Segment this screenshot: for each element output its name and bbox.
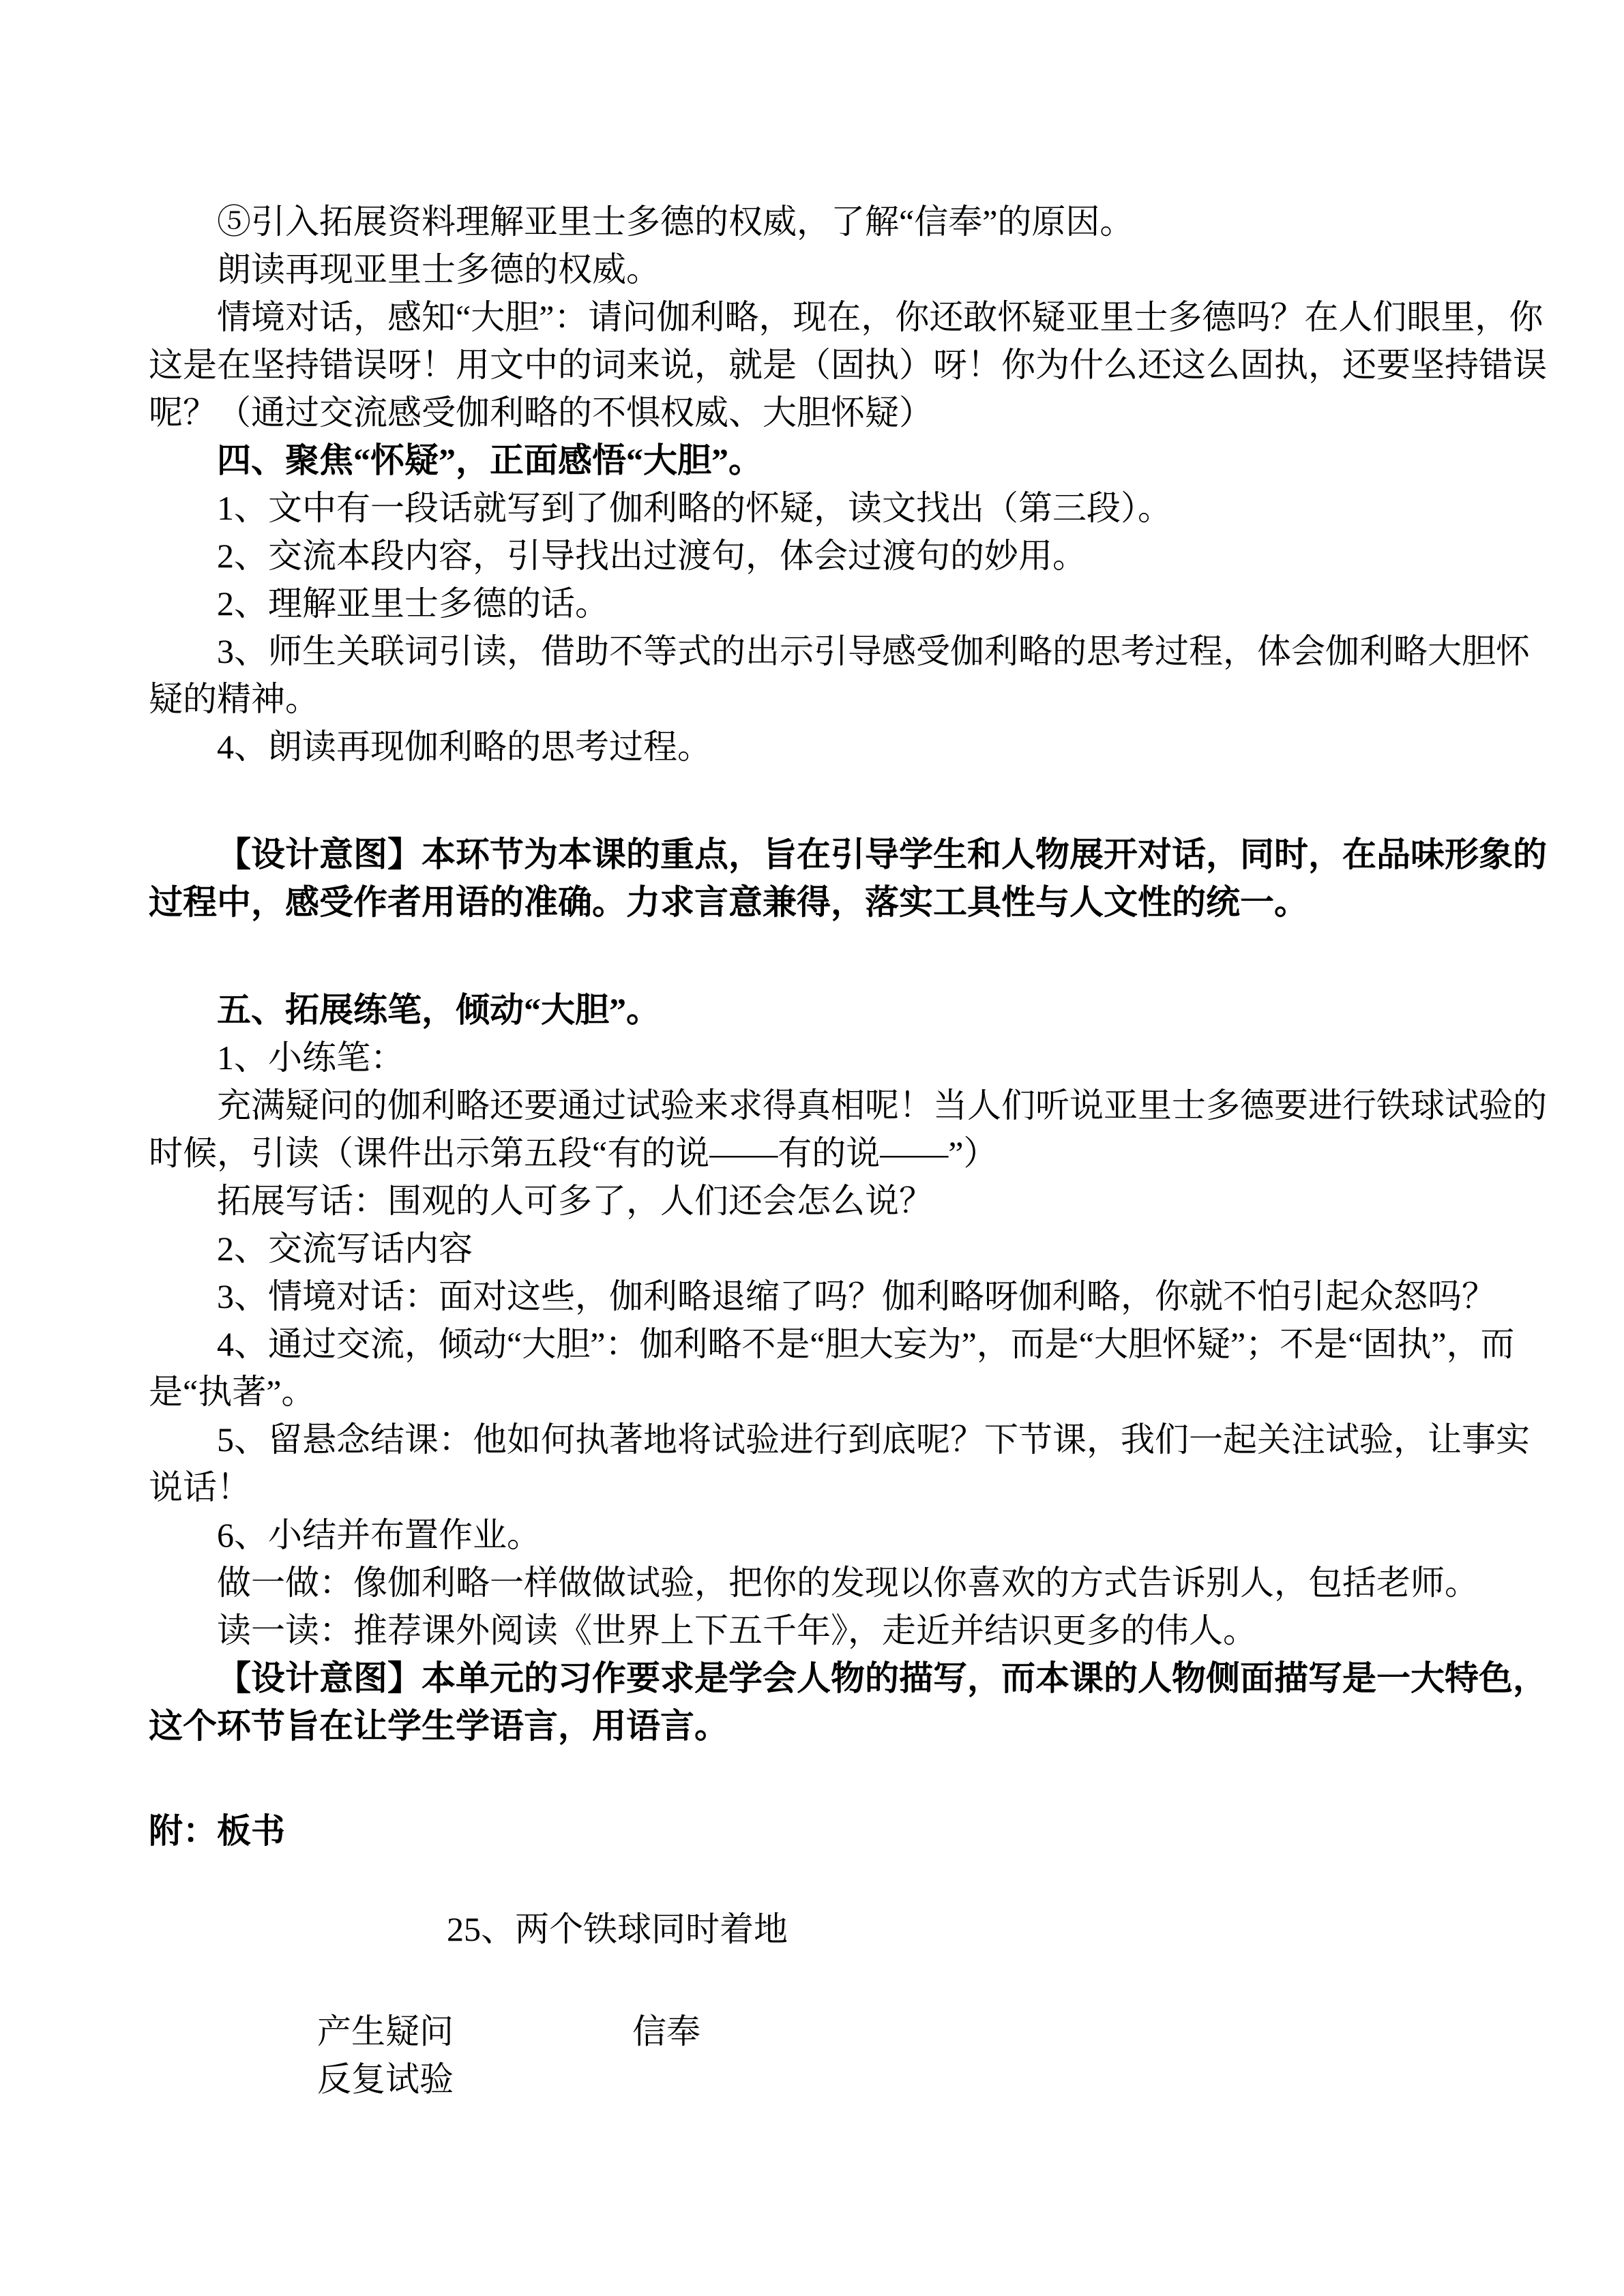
board-term-believe: 信奉 — [632, 2012, 700, 2051]
section-heading-four: 四、聚焦“怀疑”，正面感悟“大胆”。 — [217, 441, 763, 479]
blackboard-writing — [149, 1905, 1559, 2103]
item-do-experiment: 做一做：像伽利略一样做做试验，把你的发现以你喜欢的方式告诉别人，包括老师。 — [217, 1564, 1479, 1602]
design-intent-note-1: 【设计意图】本环节为本课的重点，旨在引导学生和人物展开对话，同时，在品味形象的过程中，感受作者用语的准确。力求言意兼得，落实工具性与人文性的统一。 — [149, 835, 1547, 921]
item-dialogue-retreat: 3、情境对话：面对这些，伽利略退缩了吗？伽利略呀伽利略，你就不怕引起众怒吗？ — [217, 1277, 1496, 1315]
design-intent-note-2: 【设计意图】本单元的习作要求是学会人物的描写，而本课的人物侧面描写是一大特色，这个环节旨在让学生学语言，用语言。 — [149, 1659, 1547, 1745]
item-understand-aristotle: 2、理解亚里士多德的话。 — [217, 584, 609, 623]
step-read-aloud-authority: 朗读再现亚里士多德的权威。 — [217, 250, 660, 288]
step-situational-dialogue: 情境对话，感知“大胆”：请问伽利略，现在，你还敢怀疑亚里士多德吗？在人们眼里，你这是在坚持错误呀！用文中的词来说，就是（固执）呀！你为什么还这么固执，还要坚持错误呢？（通过交流感受伽利略的不惧权威、大胆怀疑） — [149, 298, 1547, 432]
item-share-writing: 2、交流写话内容 — [217, 1229, 473, 1268]
item-bold-doubt-summary: 4、通过交流，倾动“大胆”：伽利略不是“胆大妄为”，而是“大胆怀疑”；不是“固执”，而是“执著”。 — [149, 1325, 1515, 1411]
item-suspense-ending: 5、留悬念结课：他如何执著地将试验进行到底呢？下节课，我们一起关注试验，让事实说话！ — [149, 1420, 1530, 1506]
annex-board-heading: 附：板书 — [149, 1812, 285, 1850]
item-expanded-writing-prompt: 拓展写话：围观的人可多了，人们还会怎么说？ — [217, 1182, 933, 1220]
item-homework-summary: 6、小结并布置作业。 — [217, 1516, 541, 1554]
board-row-2 — [317, 2055, 1559, 2103]
item-transition-sentence: 2、交流本段内容，引导找出过渡句，体会过渡句的妙用。 — [217, 537, 1087, 575]
step-aristotle-authority: ⑤引入拓展资料理解亚里士多德的权威，了解“信奉”的原因。 — [217, 203, 1134, 241]
board-lesson-title: 25、两个铁球同时着地 — [447, 1910, 788, 1948]
section-heading-five: 五、拓展练笔，倾动“大胆”。 — [217, 991, 660, 1029]
item-read-thinking-process: 4、朗读再现伽利略的思考过程。 — [217, 728, 711, 766]
item-find-doubt-paragraph: 1、文中有一段话就写到了伽利略的怀疑，读文找出（第三段）。 — [217, 489, 1172, 527]
board-term-doubt: 产生疑问 — [317, 2012, 454, 2051]
item-recommended-reading: 读一读：推荐课外阅读《世界上下五千年》，走近并结识更多的伟人。 — [217, 1611, 1257, 1650]
item-guided-reading-inequality: 3、师生关联词引读，借助不等式的出示引导感受伽利略的思考过程，体会伽利略大胆怀疑的精神。 — [149, 632, 1530, 718]
item-experiment-intro: 充满疑问的伽利略还要通过试验来求得真相呢！当人们听说亚里士多德要进行铁球试验的时候，引读（课件出示第五段“有的说——有的说——”） — [149, 1086, 1547, 1172]
item-small-writing: 1、小练笔： — [217, 1039, 404, 1077]
board-term-repeated-tests: 反复试验 — [317, 2060, 454, 2098]
board-row-1 — [317, 2008, 1559, 2055]
